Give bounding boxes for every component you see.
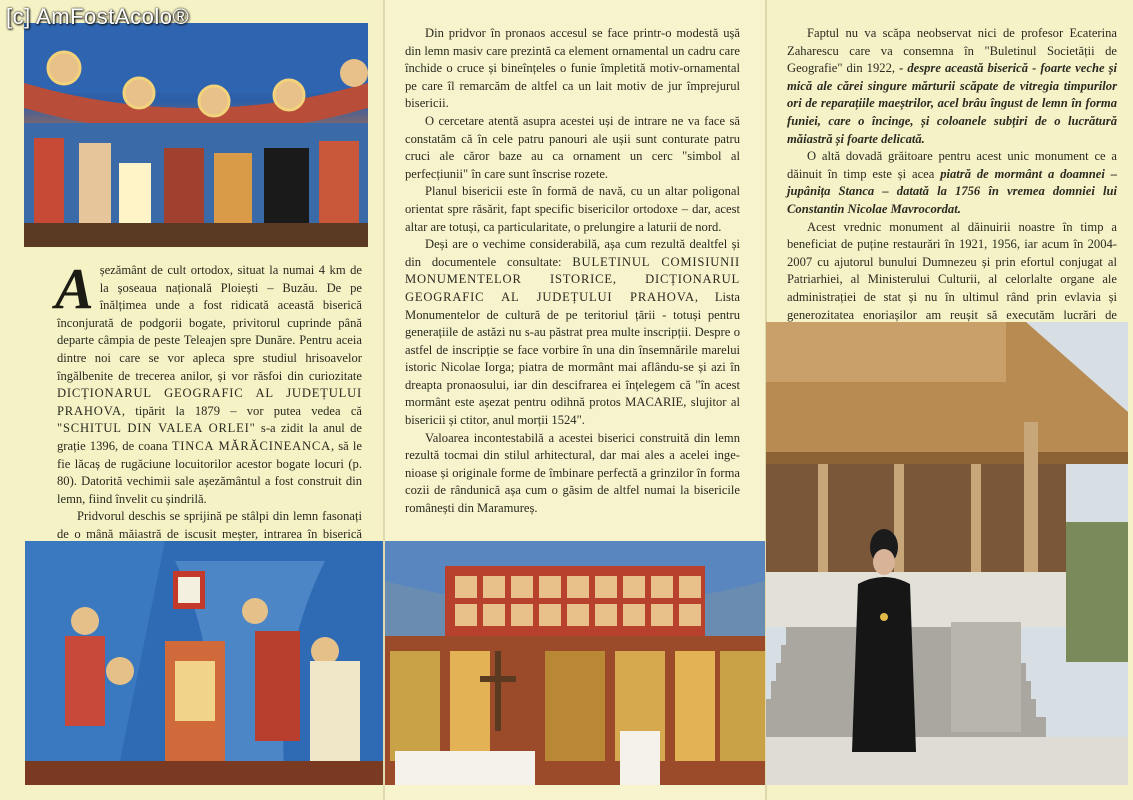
restoration-paragraph: Acest vrednic monument al dăinuirii noastre în timp a beneficiat de puține restaurări în 1921, 1956, iar acum în 2004-2007 cu ajutorul bunului Dumnezeu și prin efortul conjugat al Patriarhiei, al Ministerului Culturii, al celorlalte organe ale administrației de stat și nu în ultimul rând prin evlavia și generozitatea enoriașilor am reușit să executăm lucrări de xyxy=(787,219,1117,322)
door-paragraph: Din pridvor în pronaos accesul se face printr-o modestă ușă din lemn masiv care prezintă ca element ornamental un cadru care închide o cruce și bineînțeles o funie împletită motiv-ornamental pe care îl remarcăm de altfel ca un lait motiv de jur împrejurul bisericii. xyxy=(405,26,740,111)
right-text xyxy=(787,25,1117,359)
schit-name: "SCHITUL DIN VALEA ORLEI" xyxy=(57,421,256,436)
photo-painted-vault xyxy=(25,541,383,785)
documents-paragraph xyxy=(405,236,740,430)
documents-intro: Deși are o vechime considerabilă, așa cum rezultă dealtfel și din documentele consultate: xyxy=(405,237,740,269)
zaharescu-quote: - despre această biserică - foarte veche și mică ale cărei singure mărturii scăpate de vitregia timpurilor ori de reparațiile maeștrilor, acel brâu îngust de lemn în forma funiei, care o încinge, și coloanele subțiri de o lucrătură măiastră și foarte delicată. xyxy=(787,61,1118,146)
church-plan-paragraph: Planul bisericii este în formă de navă, cu un altar poligonal orientat spre răsărit, fapt specific bisericilor ortodoxe – dar, acest altar are totuși, ca particularitate, o prelungire a laturii de nord. xyxy=(405,184,740,234)
dropcap-letter: A xyxy=(55,256,94,321)
documents-list: BULETINUL COMISIUNII MONUMENTELOR ISTORICE, DICȚIONARUL GEOGRAFIC AL JUDEȚULUI PRAHOVA xyxy=(405,254,740,304)
photo-painted-interior-top xyxy=(24,23,368,247)
middle-text xyxy=(405,25,740,518)
architecture-paragraph: Valoarea incontestabilă a acestei biserici construită din lemn rezultă tocmai din stilul arhitectural, dar mai ales a acelei inge-nioase și originale forme de îmbinare perfectă a grinzilor în forma cozii de rândunică așa cum o găsim de altfel numai la bisericile românești din Maramureș. xyxy=(405,430,740,516)
photo-church-porch-priest xyxy=(766,322,1128,785)
watermark: [c] AmFostAcolo® xyxy=(6,4,190,29)
intro-paragraph: șezământ de cult ortodox, situat la numai 4 km de la șoseaua națională Ploiești – Buzău. De pe înălțimea unde a fost ridicată această biserică înconjurată de podgorii bogate, privitorul cuprinde până departe câmpia de peste Teleajen spre Dunăre. Pentru aceia dintre noi care se vor apleca spre studiul hrisoavelor îngălbenite de trecerea anilor, și vor răsfoi din curiozitate xyxy=(57,263,362,383)
porch-paragraph: Pridvorul deschis se sprijină pe stâlpi din lemn fasonați de o mână măiastră de iscusit meșter, intrarea în biserică xyxy=(57,509,362,541)
photo-iconostasis xyxy=(385,541,765,785)
intro-continued: s-a zidit la anul de grație 1396, de coana xyxy=(57,421,363,453)
door-panels-paragraph: O cercetare atentă asupra acestei uși de intrare ne va face să constatăm că în cele patru panouri ale ușii sunt conturate patru cruci ale căror baze au ca ornament un cerc "simbol al perfecțiunii" în care sunt înscrise rozete. xyxy=(405,113,740,181)
documents-continued: , Lista Monumentelor de cultură de pe teritoriul țării - totuși pentru generațiile de astăzi nu s-au păstrat prea multe inscripții. Despre o astfel de inscripție se face vorbire în una din însemnările marelui istoric Nicolae Iorga; piatra de mormânt mai aflându-se și azi în dreapta pronaosului, iar din descifrarea ei înțelegem că "în acest mormânt este așezat pentru odihnă protos MACARIE, slujitor al bisericii și ctitor, anul morții 1524". xyxy=(405,289,740,428)
zaharescu-intro: Faptul nu va scăpa neobservat nici de profesor Ecaterina Zaharescu care va consemna în "Buletinul Societății de Geografie" din 1922, xyxy=(787,26,1117,76)
dictionary-title: DICȚIONARUL GEOGRAFIC AL JUDEȚULUI PRAHOVA xyxy=(57,386,362,418)
founder-name: TINCA MĂRĂCINEANCA xyxy=(171,438,331,453)
tombstone-intro: O altă dovadă grăitoare pentru acest unic monument ce a dăinuit în timp este și acea xyxy=(787,149,1117,181)
intro-continued: , tipărit la 1879 – vor putea vedea că xyxy=(121,403,362,418)
tombstone-quote: piatră de mormânt a doamnei – jupânița Stanca – datată la 1756 în vremea domniei lui Constantin Nicolae Mavrocordat. xyxy=(787,166,1117,216)
intro-continued: , să le fie lăcaș de rugăciune locuitorilor acestor bogate locuri (p. 80). Datorită vechimii sale așezământul a fost construit din lemn, fiind învelit cu șindrilă. xyxy=(57,438,362,506)
intro-text xyxy=(55,256,363,579)
